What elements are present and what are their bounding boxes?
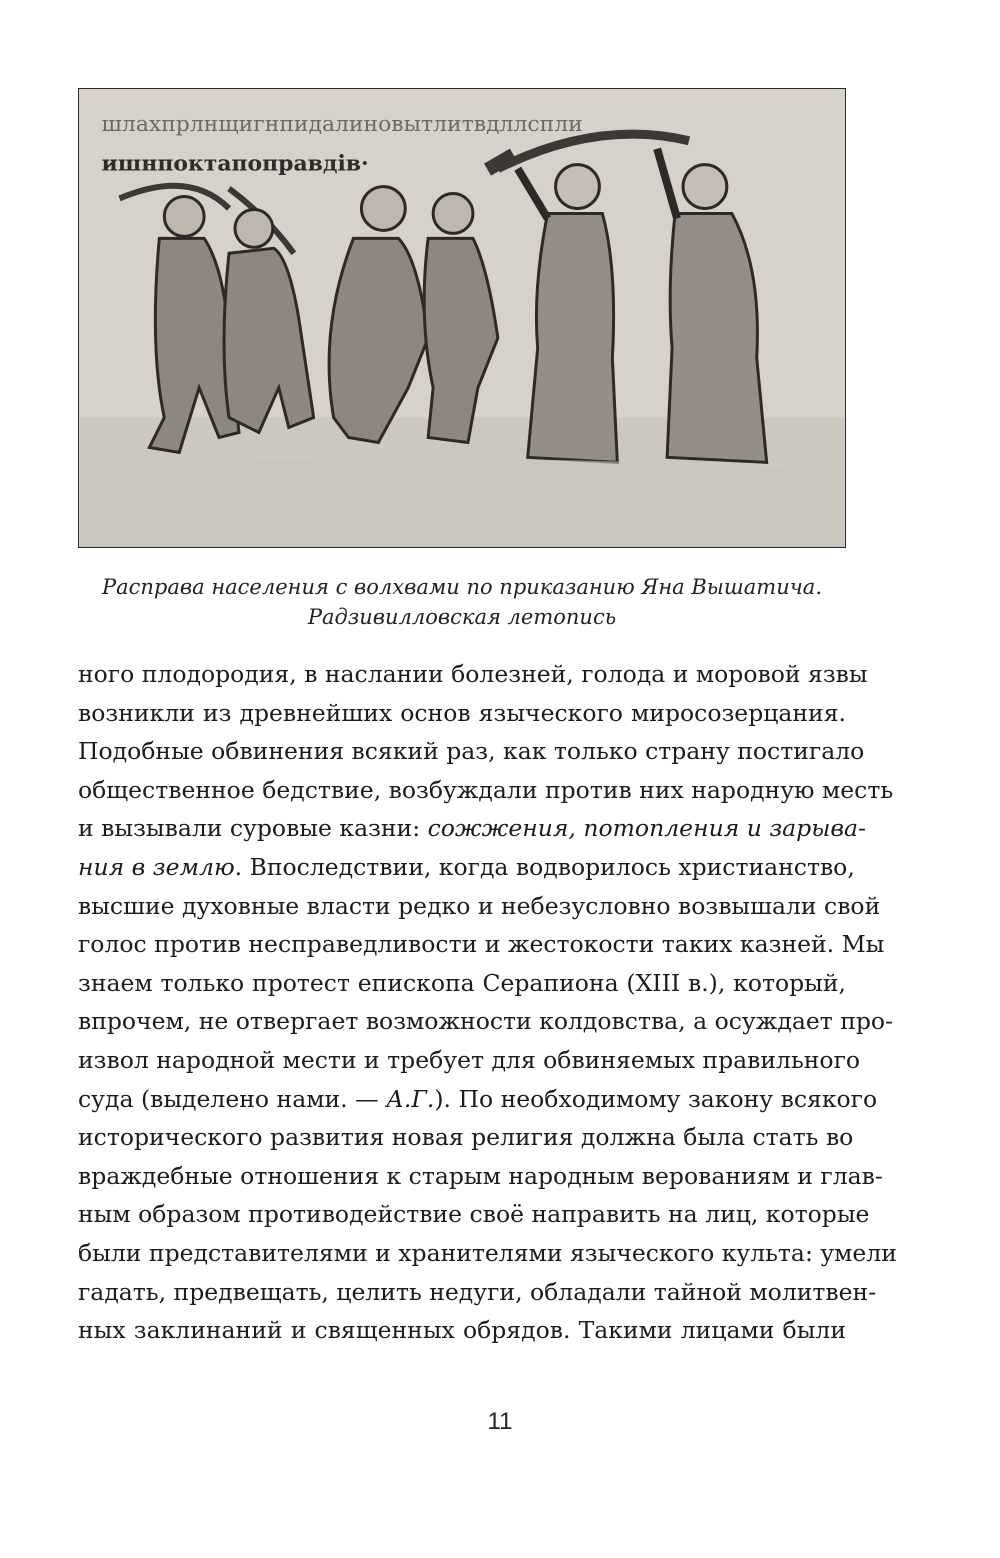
italic-fragment: сожжения, потопления и зарыва- <box>427 814 866 843</box>
body-line: враждебные отношения к старым народным верованиям и глав- <box>78 1161 883 1190</box>
body-line: исторического развития новая религия должна была стать во <box>78 1123 854 1152</box>
body-line: высшие духовные власти редко и небезусловно возвышали свой <box>78 891 881 920</box>
body-fragment: . Впоследствии, когда водворилось христианство, <box>234 852 855 881</box>
body-line <box>78 809 866 848</box>
body-line: голос против несправедливости и жестокости таких казней. Мы <box>78 930 885 959</box>
body-line: Подобные обвинения всякий раз, как только страну постигало <box>78 737 865 766</box>
body-line: ных заклинаний и священных обрядов. Такими лицами были <box>78 1316 846 1345</box>
body-line: были представителями и хранителями языческого культа: умели <box>78 1238 897 1267</box>
italic-fragment: ния в землю <box>78 852 235 881</box>
body-line: знаем только протест епископа Серапиона (XIII в.), который, <box>78 968 846 997</box>
page-number: 11 <box>487 1408 513 1435</box>
figure-caption-source: Радзивилловская летопись <box>307 605 617 629</box>
body-fragment: ). По необходимому закону всякого <box>434 1084 878 1113</box>
body-line: общественное бедствие, возбуждали против них народную месть <box>78 775 894 804</box>
manuscript-illustration <box>78 88 846 548</box>
italic-fragment: А.Г. <box>386 1084 435 1113</box>
manuscript-script-line1: шлахпрлнщигнпидалиновытлитвдллспли <box>101 111 583 137</box>
body-line <box>78 848 855 887</box>
body-fragment: и вызывали суровые казни: <box>78 814 428 843</box>
body-line: ного плодородия, в наслании болезней, голода и моровой язвы <box>78 660 868 688</box>
body-line: возникли из древнейших основ языческого миросозерцания. <box>78 698 846 727</box>
body-line: ным образом противодействие своё направить на лиц, которые <box>78 1200 870 1229</box>
manuscript-miniature-drawing <box>79 89 845 547</box>
body-line: впрочем, не отвергает возможности колдовства, а осуждает про- <box>78 1007 894 1036</box>
body-line: гадать, предвещать, целить недуги, обладали тайной молитвен- <box>78 1277 877 1306</box>
figure-caption-title: Расправа населения с волхвами по приказанию Яна Вышатича. <box>102 575 822 599</box>
body-line <box>78 1080 878 1119</box>
body-text <box>78 655 897 1350</box>
manuscript-script-line2: ишнпоктапоправдів· <box>101 150 369 177</box>
body-line: извол народной мести и требует для обвиняемых правильного <box>78 1045 861 1074</box>
body-fragment: суда (выделено нами. — <box>78 1084 387 1113</box>
